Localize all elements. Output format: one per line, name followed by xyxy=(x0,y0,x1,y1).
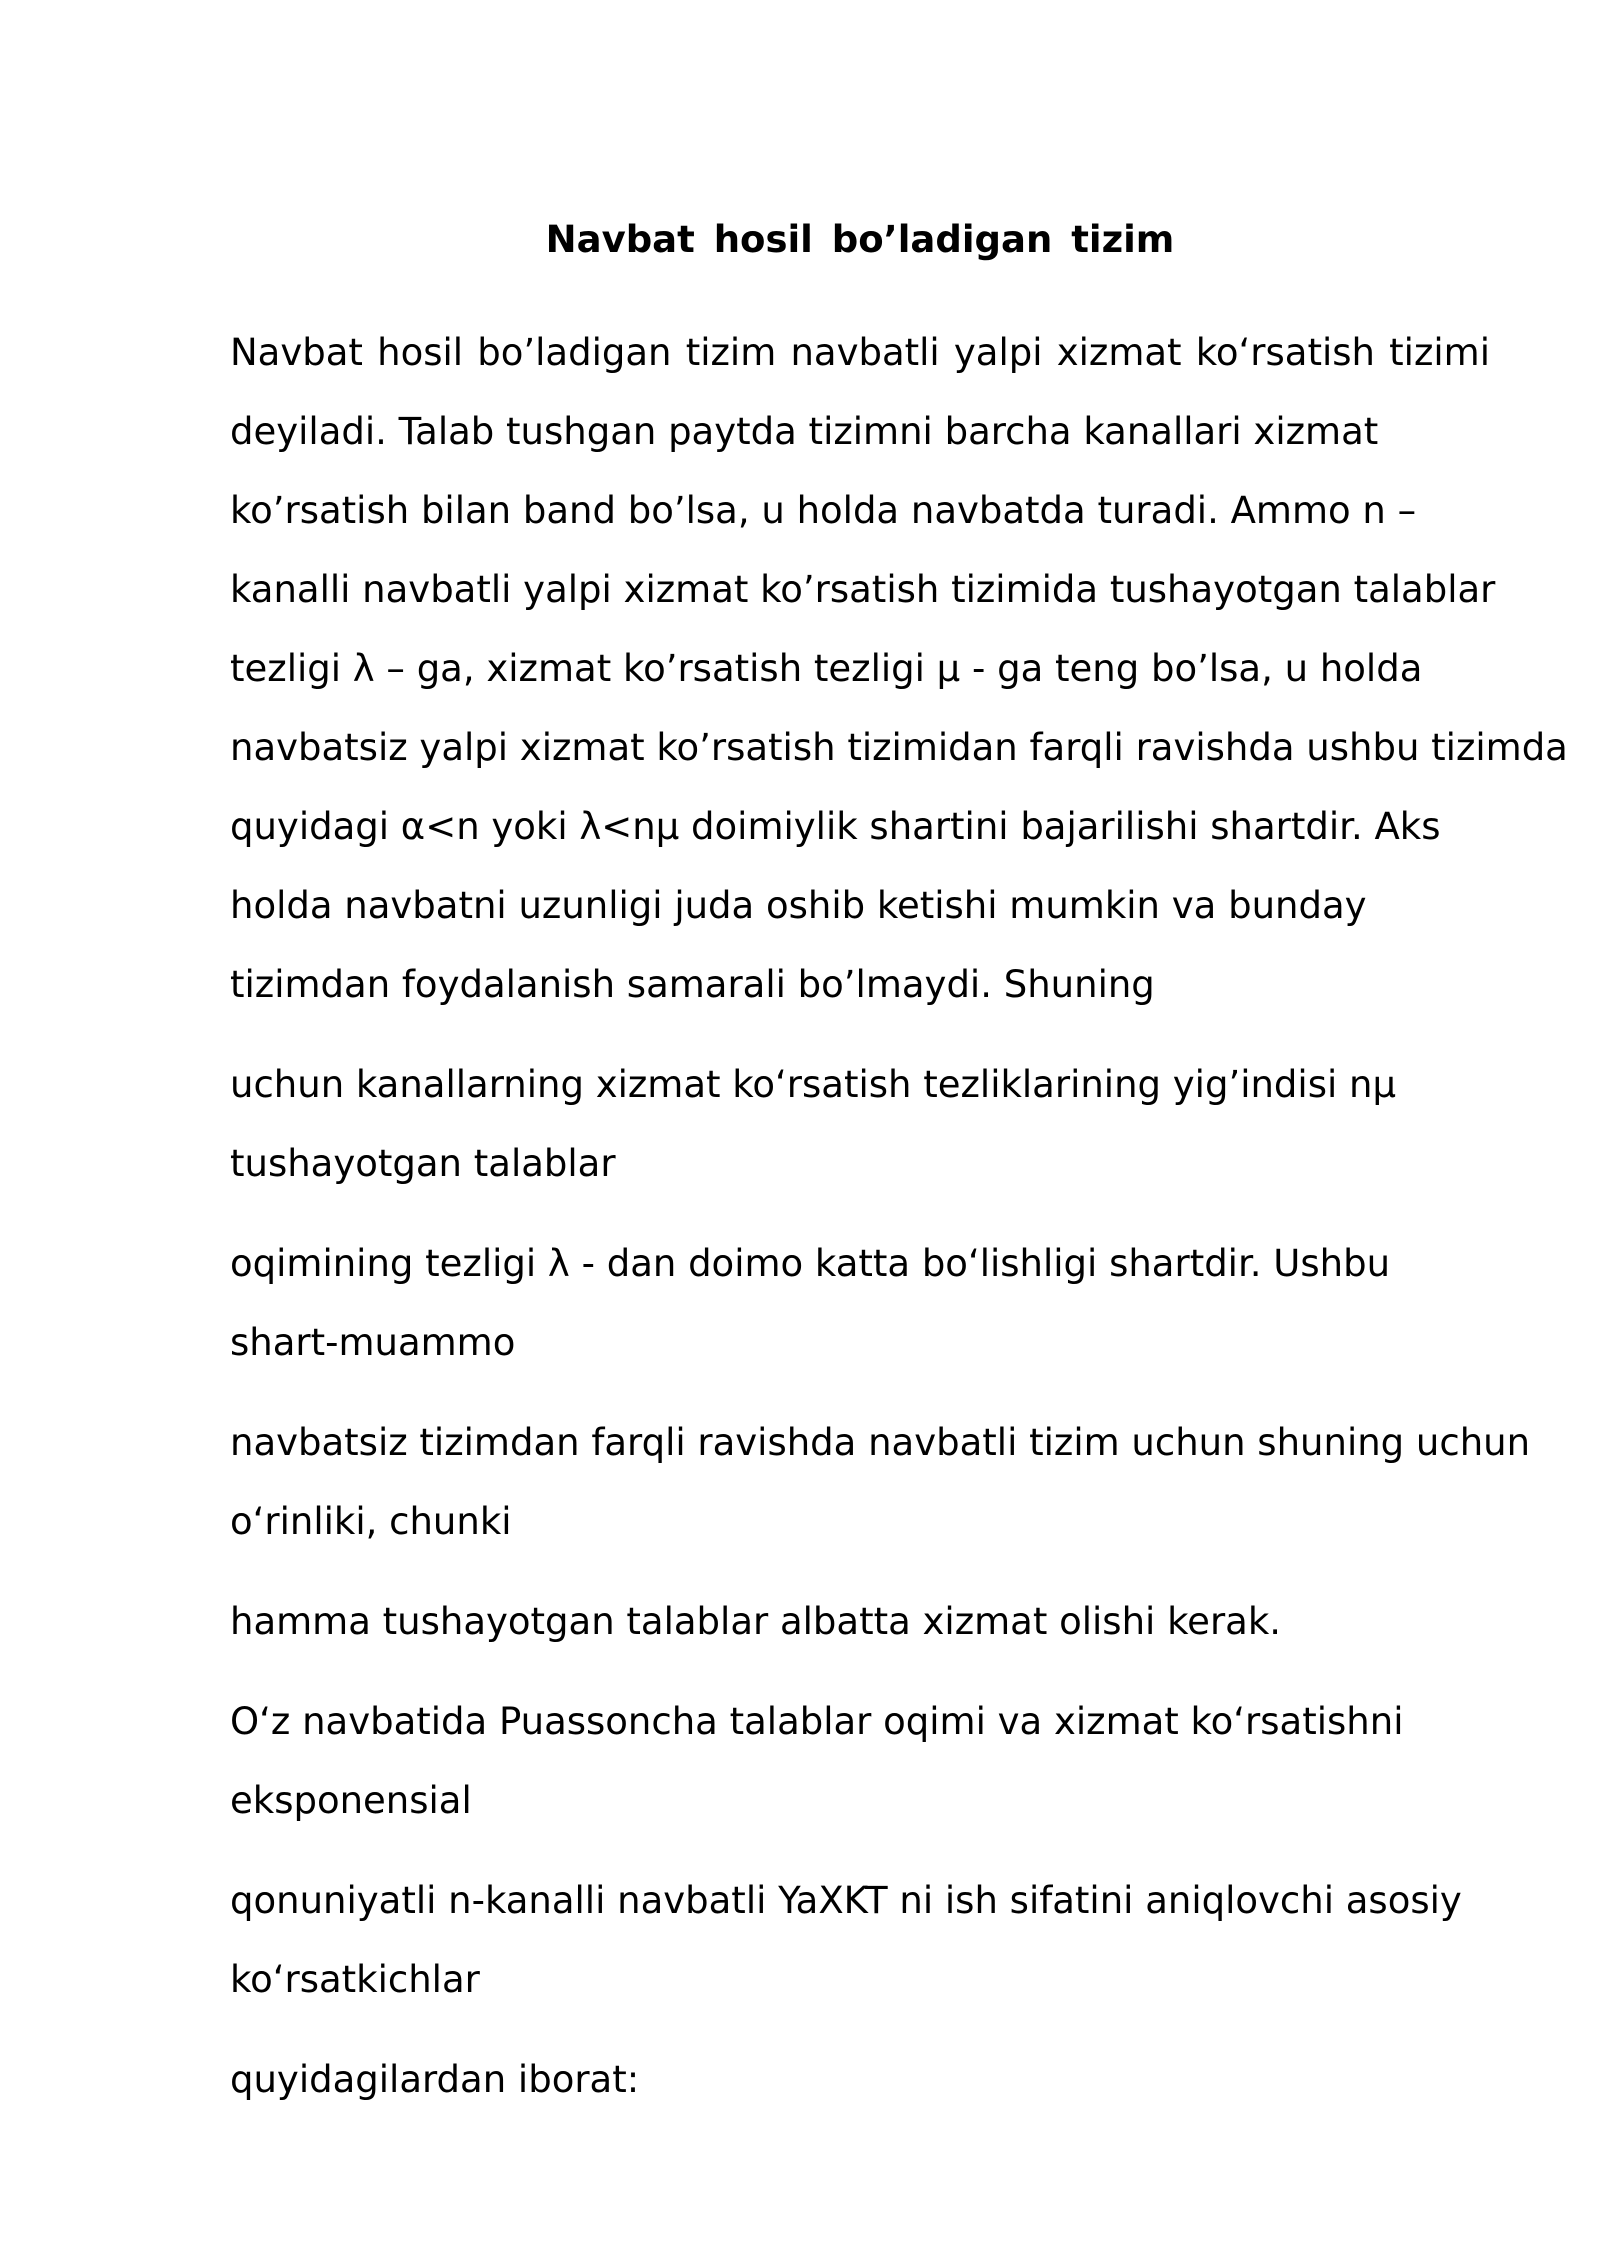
paragraph-5 xyxy=(230,1582,1490,1661)
text-line: holda navbatni uzunligi juda oshib ketishi mumkin va bunday xyxy=(230,884,1367,927)
document-title: Navbat hosil bo’ladigan tizim xyxy=(545,218,1175,261)
text-line: Oʻz navbatida Puassoncha talablar oqimi va xizmat koʻrsatishni xyxy=(230,1700,1404,1743)
text-line: quyidagilardan iborat: xyxy=(230,2058,640,2101)
text-line: qonuniyatli n-kanalli navbatli YaXKT ni ish sifatini aniqlovchi asosiy xyxy=(230,1879,1462,1922)
paragraph-4 xyxy=(230,1403,1531,1561)
text-line: tezligi λ – ga, xizmat ko’rsatish tezligi μ - ga teng bo’lsa, u holda xyxy=(230,647,1423,690)
document-body xyxy=(230,313,1568,2140)
text-line: hamma tushayotgan talablar albatta xizmat olishi kerak. xyxy=(230,1600,1282,1643)
paragraph-8 xyxy=(230,2040,1490,2119)
text-line: tizimdan foydalanish samarali bo’lmaydi. Shuning xyxy=(230,963,1155,1006)
paragraph-1 xyxy=(230,313,1568,1024)
text-line: Navbat hosil bo’ladigan tizim navbatli yalpi xizmat koʻrsatish tizimi xyxy=(230,331,1490,374)
paragraph-6 xyxy=(230,1682,1490,1840)
text-line: navbatsiz yalpi xizmat ko’rsatish tizimidan farqli ravishda ushbu tizimda xyxy=(230,726,1568,769)
text-line: deyiladi. Talab tushgan paytda tizimni barcha kanallari xizmat xyxy=(230,410,1379,453)
text-line: tushayotgan talablar xyxy=(230,1142,616,1185)
text-line: uchun kanallarning xizmat koʻrsatish tezliklarining yig’indisi nμ xyxy=(230,1063,1397,1106)
text-line: oqimining tezligi λ - dan doimo katta boʻlishligi shartdir. Ushbu xyxy=(230,1242,1391,1285)
paragraph-7 xyxy=(230,1861,1490,2019)
text-line: navbatsiz tizimdan farqli ravishda navbatli tizim uchun shuning uchun xyxy=(230,1421,1531,1464)
text-line: oʻrinliki, chunki xyxy=(230,1500,512,1543)
text-line: ko’rsatish bilan band bo’lsa, u holda navbatda turadi. Ammo n – xyxy=(230,489,1417,532)
paragraph-3 xyxy=(230,1224,1490,1382)
text-line: quyidagi α<n yoki λ<nμ doimiylik shartini bajarilishi shartdir. Aks xyxy=(230,805,1441,848)
text-line: koʻrsatkichlar xyxy=(230,1958,480,2001)
paragraph-2 xyxy=(230,1045,1490,1203)
text-line: shart-muammo xyxy=(230,1321,516,1364)
text-line: eksponensial xyxy=(230,1779,472,1822)
text-line: kanalli navbatli yalpi xizmat ko’rsatish tizimida tushayotgan talablar xyxy=(230,568,1496,611)
